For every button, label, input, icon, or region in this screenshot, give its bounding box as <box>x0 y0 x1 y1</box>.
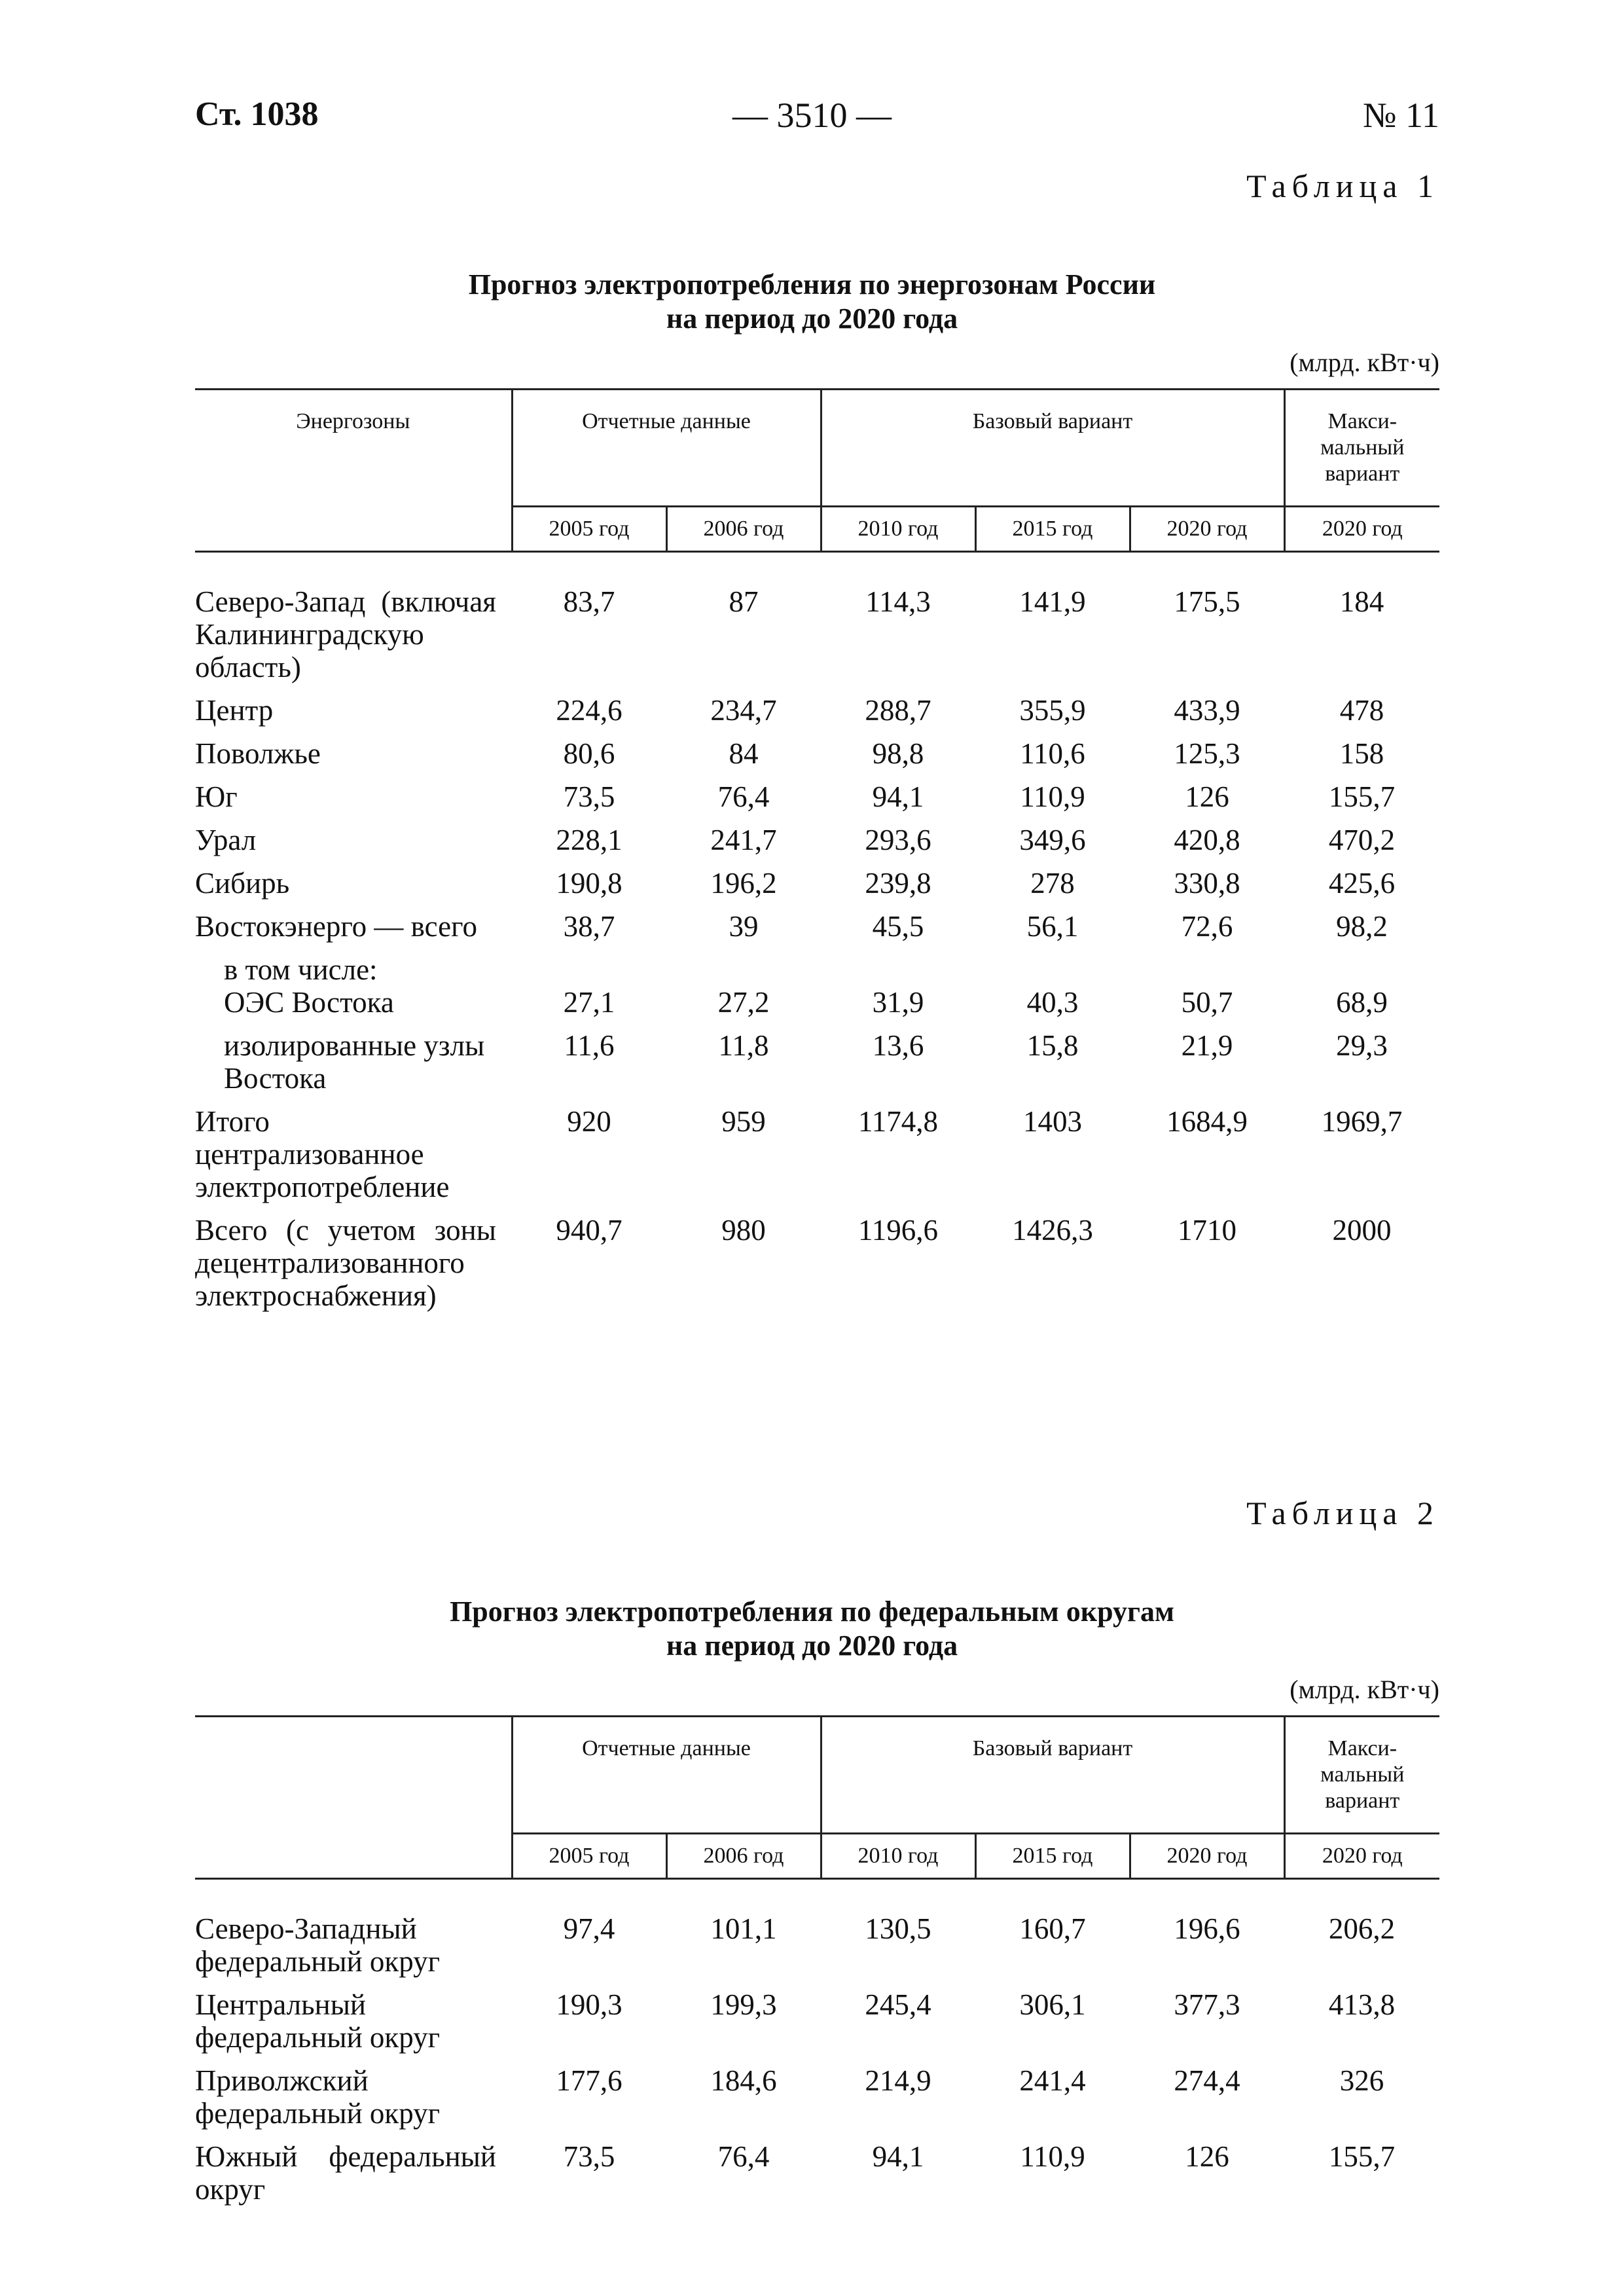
table1-units: (млрд. кВт·ч) <box>1290 348 1439 377</box>
row-label: Южный федеральный округ <box>195 2140 496 2206</box>
cell-value: 196,2 <box>710 867 777 900</box>
row-label: Востокэнерго — всего <box>195 910 477 943</box>
cell-value: 1196,6 <box>857 1214 939 1247</box>
row-label: Урал <box>195 824 257 856</box>
table1-group-max: Макси-мальный вариант <box>1284 390 1439 507</box>
cell-value: 959 <box>721 1105 766 1138</box>
cell-value: 245,4 <box>865 1988 931 2021</box>
table-row <box>195 737 1439 780</box>
cell-value: 155,7 <box>1328 2140 1396 2173</box>
cell-value: 38,7 <box>563 910 615 943</box>
cell-value: 76,4 <box>717 2140 770 2173</box>
table2-header-row <box>195 1717 1439 1834</box>
cell-value: 1426,3 <box>1012 1214 1093 1247</box>
table1-header-row <box>195 390 1439 507</box>
cell-value: 241,7 <box>710 824 777 856</box>
cell-value: 97,4 <box>563 1912 615 1945</box>
cell-value: 21,9 <box>1181 1029 1233 1062</box>
cell-value: 190,8 <box>556 867 623 900</box>
row-label: Приволжский федеральный округ <box>195 2064 441 2130</box>
cell-value: 288,7 <box>865 694 931 727</box>
cell-value: 196,6 <box>1174 1912 1240 1945</box>
cell-value: 184,6 <box>710 2064 777 2097</box>
table-row <box>195 910 1439 953</box>
row-label: изолированные узлы Востока <box>224 1029 485 1095</box>
table2-title-line2: на период до 2020 года <box>666 1630 958 1662</box>
cell-value: 50,7 <box>1181 986 1233 1019</box>
table1-col-energy-zones: Энергозоны <box>195 390 512 552</box>
cell-value: 433,9 <box>1174 694 1240 727</box>
cell-value: 224,6 <box>556 694 623 727</box>
table2-year: 2010 год <box>821 1834 975 1879</box>
cell-value: 306,1 <box>1019 1988 1086 2021</box>
cell-value: 56,1 <box>1026 910 1079 943</box>
cell-value: 110,9 <box>1020 2140 1085 2173</box>
table-row <box>195 694 1439 737</box>
cell-value: 114,3 <box>865 585 931 618</box>
table2-year: 2006 год <box>666 1834 821 1879</box>
row-label: Сибирь <box>195 867 290 900</box>
table2-group-base: Базовый вариант <box>821 1717 1284 1834</box>
cell-value: 15,8 <box>1026 1029 1079 1062</box>
row-label: Итого централизованное электропотребление <box>195 1105 450 1203</box>
cell-value: 1969,7 <box>1321 1105 1403 1138</box>
table2-title-line1: Прогноз электропотребления по федеральным округам <box>450 1595 1174 1628</box>
table1-year: 2020 год <box>1284 507 1439 552</box>
table-row <box>195 780 1439 824</box>
table1-title-line2: на период до 2020 года <box>666 302 958 335</box>
cell-value: 126 <box>1185 780 1229 813</box>
cell-value: 87 <box>729 585 759 618</box>
cell-value: 349,6 <box>1019 824 1086 856</box>
table1-group-base: Базовый вариант <box>821 390 1284 507</box>
cell-value: 241,4 <box>1019 2064 1086 2097</box>
cell-value: 1174,8 <box>857 1105 939 1138</box>
cell-value: 184 <box>1339 585 1384 618</box>
table-row <box>195 824 1439 867</box>
cell-value: 80,6 <box>563 737 615 770</box>
cell-value: 31,9 <box>872 986 924 1019</box>
cell-value: 1403 <box>1023 1105 1082 1138</box>
cell-value: 274,4 <box>1174 2064 1240 2097</box>
cell-value: 94,1 <box>872 2140 924 2173</box>
table1-year: 2020 год <box>1130 507 1284 552</box>
table2 <box>195 1715 1439 2216</box>
row-label: Всего (с учетом зоны децентрализованного электроснабжения) <box>195 1214 496 1312</box>
page-number: — 3510 — <box>732 96 892 135</box>
table-row <box>195 585 1439 694</box>
cell-value: 940,7 <box>556 1214 623 1247</box>
cell-value: 355,9 <box>1019 694 1086 727</box>
table1-year: 2010 год <box>821 507 975 552</box>
cell-value: 326 <box>1339 2064 1384 2097</box>
cell-value: 29,3 <box>1336 1029 1388 1062</box>
table-row <box>195 2064 1439 2140</box>
cell-value: 68,9 <box>1336 986 1388 1019</box>
cell-value: 110,6 <box>1020 737 1085 770</box>
cell-value: 73,5 <box>563 2140 615 2173</box>
cell-value: 45,5 <box>872 910 924 943</box>
cell-value: 98,8 <box>872 737 924 770</box>
cell-value: 175,5 <box>1174 585 1240 618</box>
cell-value: 125,3 <box>1174 737 1240 770</box>
cell-value: 84 <box>729 737 759 770</box>
table1-title-line1: Прогноз электропотребления по энергозонам России <box>468 268 1156 301</box>
cell-value: 110,9 <box>1020 780 1085 813</box>
cell-value: 130,5 <box>865 1912 931 1945</box>
table-row <box>195 1105 1439 1214</box>
cell-value: 160,7 <box>1019 1912 1086 1945</box>
row-label: Юг <box>195 780 238 813</box>
cell-value: 206,2 <box>1328 1912 1396 1945</box>
cell-value: 920 <box>567 1105 611 1138</box>
cell-value: 239,8 <box>865 867 931 900</box>
cell-value: 72,6 <box>1181 910 1233 943</box>
row-label: в том числе: <box>224 953 378 986</box>
table1-caption: Таблица 1 <box>1246 168 1439 204</box>
table2-group-max: Макси-мальный вариант <box>1284 1717 1439 1834</box>
table2-col-empty <box>195 1717 512 1879</box>
issue-number: № 11 <box>1362 96 1439 135</box>
cell-value: 94,1 <box>872 780 924 813</box>
cell-value: 413,8 <box>1328 1988 1396 2021</box>
table-row <box>195 1912 1439 1988</box>
table-row <box>195 1988 1439 2064</box>
cell-value: 177,6 <box>556 2064 623 2097</box>
cell-value: 40,3 <box>1026 986 1079 1019</box>
table2-caption: Таблица 2 <box>1246 1495 1439 1531</box>
cell-value: 199,3 <box>710 1988 777 2021</box>
cell-value: 13,6 <box>872 1029 924 1062</box>
cell-value: 73,5 <box>563 780 615 813</box>
cell-value: 101,1 <box>710 1912 777 1945</box>
cell-value: 141,9 <box>1019 585 1086 618</box>
article-number: Ст. 1038 <box>195 96 319 133</box>
cell-value: 420,8 <box>1174 824 1240 856</box>
row-label: ОЭС Востока <box>224 986 394 1019</box>
cell-value: 83,7 <box>563 585 615 618</box>
table-row <box>195 2140 1439 2216</box>
table1-year: 2005 год <box>512 507 666 552</box>
cell-value: 293,6 <box>865 824 931 856</box>
cell-value: 980 <box>721 1214 766 1247</box>
cell-value: 2000 <box>1332 1214 1392 1247</box>
cell-value: 190,3 <box>556 1988 623 2021</box>
table-row <box>195 953 1439 986</box>
table1-group-reported: Отчетные данные <box>512 390 821 507</box>
row-label: Северо-Запад (включая Калининградскую область) <box>195 585 496 683</box>
cell-value: 377,3 <box>1174 1988 1240 2021</box>
cell-value: 39 <box>729 910 759 943</box>
table2-units: (млрд. кВт·ч) <box>1290 1675 1439 1704</box>
cell-value: 11,6 <box>564 1029 615 1062</box>
cell-value: 11,8 <box>718 1029 769 1062</box>
table-row <box>195 1029 1439 1105</box>
table1 <box>195 388 1439 1322</box>
table2-group-reported: Отчетные данные <box>512 1717 821 1834</box>
cell-value: 98,2 <box>1336 910 1388 943</box>
cell-value: 1710 <box>1178 1214 1237 1247</box>
row-label: Северо-Западный федеральный округ <box>195 1912 441 1978</box>
table1-year: 2015 год <box>975 507 1130 552</box>
cell-value: 158 <box>1339 737 1384 770</box>
table2-year: 2005 год <box>512 1834 666 1879</box>
table-row <box>195 986 1439 1029</box>
row-label: Центральный федеральный округ <box>195 1988 441 2054</box>
cell-value: 234,7 <box>710 694 777 727</box>
cell-value: 214,9 <box>865 2064 931 2097</box>
table-row <box>195 867 1439 910</box>
cell-value: 76,4 <box>717 780 770 813</box>
cell-value: 470,2 <box>1328 824 1396 856</box>
cell-value: 330,8 <box>1174 867 1240 900</box>
row-label: Поволжье <box>195 737 321 770</box>
table2-year: 2020 год <box>1130 1834 1284 1879</box>
table2-year: 2015 год <box>975 1834 1130 1879</box>
cell-value: 126 <box>1185 2140 1229 2173</box>
row-label: Центр <box>195 694 274 727</box>
cell-value: 155,7 <box>1328 780 1396 813</box>
cell-value: 278 <box>1030 867 1075 900</box>
cell-value: 478 <box>1339 694 1384 727</box>
table1-year: 2006 год <box>666 507 821 552</box>
table-row <box>195 1214 1439 1322</box>
table2-year: 2020 год <box>1284 1834 1439 1879</box>
cell-value: 1684,9 <box>1166 1105 1248 1138</box>
cell-value: 425,6 <box>1328 867 1396 900</box>
cell-value: 27,1 <box>563 986 615 1019</box>
cell-value: 27,2 <box>717 986 770 1019</box>
cell-value: 228,1 <box>556 824 623 856</box>
